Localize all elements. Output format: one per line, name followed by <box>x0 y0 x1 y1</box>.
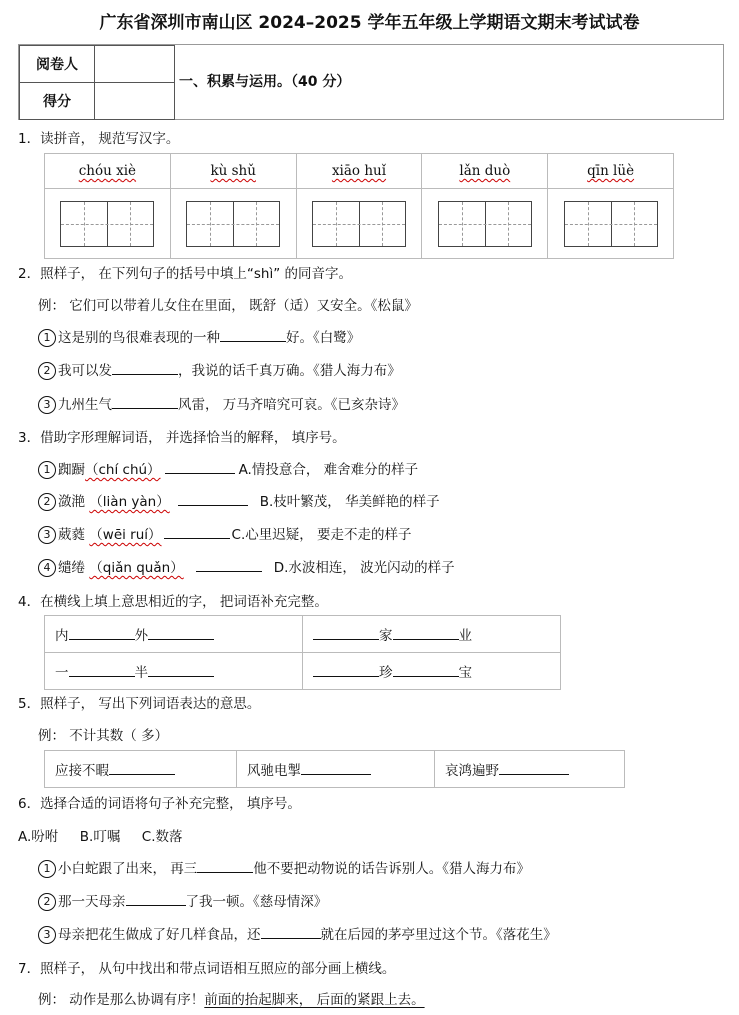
q3-item <box>38 458 418 479</box>
item-pinyin: （qiǎn quǎn） <box>89 560 184 576</box>
answer-blank[interactable] <box>197 858 253 873</box>
answer-blank[interactable] <box>109 760 175 775</box>
q4-char: 珍 <box>379 665 393 681</box>
q5-table <box>44 750 625 788</box>
answer-blank[interactable] <box>178 491 248 506</box>
pinyin-text: qīn lüè <box>587 163 635 179</box>
item-number: 1 <box>38 329 56 347</box>
answer-blank[interactable] <box>112 394 178 409</box>
tianzige-box[interactable] <box>312 201 406 247</box>
item-pinyin: （wēi ruí） <box>89 527 162 543</box>
item-text-pre: 我可以发 <box>58 363 112 379</box>
tianzige-box[interactable] <box>564 201 658 247</box>
answer-blank[interactable] <box>126 891 186 906</box>
item-option: B.枝叶繁茂， 华美鲜艳的样子 <box>259 494 440 510</box>
q7-heading: 7．照样子， 从句中找出和带点词语相互照应的部分画上横线。 <box>18 961 396 977</box>
q5-word: 风驰电掣 <box>247 763 301 779</box>
answer-blank[interactable] <box>69 625 135 640</box>
q4-char: 宝 <box>458 665 472 681</box>
pinyin-table <box>44 153 674 259</box>
item-number: 3 <box>38 396 56 414</box>
answer-blank[interactable] <box>261 924 321 939</box>
item-option: C.心里迟疑， 要走不走的样子 <box>231 527 412 543</box>
q2-example: 例： 它们可以带着儿女住在里面， 既舒（适）又安全。《松鼠》 <box>38 298 418 314</box>
writing-cell <box>170 189 296 259</box>
q6-item <box>38 890 327 911</box>
q3-item <box>38 523 412 544</box>
pinyin-cell <box>422 154 548 189</box>
pinyin-text: lǎn duò <box>459 163 511 179</box>
q6-item <box>38 857 530 878</box>
q2-item <box>38 393 405 414</box>
answer-blank[interactable] <box>196 557 262 572</box>
q6-options <box>18 825 183 845</box>
item-number: 2 <box>38 493 56 511</box>
item-number: 1 <box>38 860 56 878</box>
q4-char: 外 <box>134 628 148 644</box>
item-text-pre: 那一天母亲 <box>58 894 126 910</box>
item-text-pre: 这是别的鸟很难表现的一种 <box>58 330 220 346</box>
q4-cell <box>45 653 303 690</box>
q4-char: 半 <box>134 665 148 681</box>
answer-blank[interactable] <box>393 625 459 640</box>
q6-item <box>38 923 557 944</box>
q1-heading: 1．读拼音， 规范写汉字。 <box>18 131 180 147</box>
q4-table <box>44 615 561 690</box>
q4-char: 家 <box>379 628 393 644</box>
item-number: 3 <box>38 526 56 544</box>
section-heading: 一、积累与运用。（40 分） <box>179 74 351 90</box>
example-underlined: 前面的抬起脚来， 后面的紧跟上去。 <box>204 992 425 1008</box>
q5-example: 例： 不计其数（ 多） <box>38 728 169 744</box>
q3-item <box>38 490 440 511</box>
answer-blank[interactable] <box>301 760 371 775</box>
answer-blank[interactable] <box>499 760 569 775</box>
q5-cell <box>237 751 435 788</box>
item-text-pre: 小白蛇跟了出来， 再三 <box>58 861 198 877</box>
q4-cell <box>303 616 561 653</box>
q5-word: 应接不暇 <box>55 763 109 779</box>
item-text-post: 风雷， 万马齐喑究可哀。《已亥杂诗》 <box>178 397 406 413</box>
q5-word: 哀鸿遍野 <box>445 763 499 779</box>
answer-blank[interactable] <box>313 625 379 640</box>
writing-cell <box>45 189 171 259</box>
q4-cell <box>303 653 561 690</box>
score-table <box>19 45 175 120</box>
reviewer-field[interactable] <box>95 46 175 83</box>
item-pinyin: （liàn yàn） <box>89 494 170 510</box>
answer-blank[interactable] <box>220 327 286 342</box>
score-field[interactable] <box>95 83 175 120</box>
page-title: 广东省深圳市南山区 2024–2025 学年五年级上学期语文期末考试试卷 <box>99 13 640 33</box>
item-text-post: 他不要把动物说的话告诉别人。《猎人海力布》 <box>253 861 531 877</box>
q5-cell <box>45 751 237 788</box>
answer-blank[interactable] <box>148 662 214 677</box>
q4-char: 内 <box>55 628 69 644</box>
item-text-pre: 母亲把花生做成了好几样食品，还 <box>58 927 261 943</box>
writing-cell <box>296 189 422 259</box>
item-text-post: 了我一顿。《慈母情深》 <box>185 894 328 910</box>
q2-heading: 2．照样子， 在下列句子的括号中填上“shì” 的同音字。 <box>18 266 352 282</box>
pinyin-cell <box>548 154 674 189</box>
pinyin-text: kù shǔ <box>210 163 256 179</box>
option-a: A.吩咐 <box>18 829 59 845</box>
item-number: 1 <box>38 461 56 479</box>
item-option: D.水波相连， 波光闪动的样子 <box>273 560 455 576</box>
q7-example <box>38 988 425 1008</box>
item-text-pre: 九州生气 <box>58 397 112 413</box>
item-word: 潋滟 <box>58 494 85 510</box>
item-number: 3 <box>38 926 56 944</box>
answer-blank[interactable] <box>69 662 135 677</box>
option-c: C.数落 <box>141 829 183 845</box>
tianzige-box[interactable] <box>186 201 280 247</box>
answer-blank[interactable] <box>112 360 178 375</box>
q4-char: 一 <box>55 665 69 681</box>
pinyin-cell <box>170 154 296 189</box>
answer-blank[interactable] <box>393 662 459 677</box>
q4-cell <box>45 616 303 653</box>
example-text: 例： 动作是那么协调有序！ <box>38 992 205 1008</box>
item-number: 4 <box>38 559 56 577</box>
item-text-post: 好。《白鹭》 <box>286 330 361 346</box>
reviewer-label: 阅卷人 <box>20 46 95 83</box>
tianzige-box[interactable] <box>60 201 154 247</box>
q4-heading: 4．在横线上填上意思相近的字， 把词语补充完整。 <box>18 594 328 610</box>
item-word: 踟蹰 <box>58 462 85 478</box>
item-number: 2 <box>38 362 56 380</box>
answer-blank[interactable] <box>164 524 230 539</box>
item-word: 缱绻 <box>58 560 85 576</box>
item-number: 2 <box>38 893 56 911</box>
tianzige-box[interactable] <box>438 201 532 247</box>
q6-heading: 6．选择合适的词语将句子补充完整， 填序号。 <box>18 796 301 812</box>
answer-blank[interactable] <box>313 662 379 677</box>
q2-item <box>38 359 401 380</box>
score-label: 得分 <box>20 83 95 120</box>
option-b: B.叮嘱 <box>79 829 121 845</box>
answer-blank[interactable] <box>148 625 214 640</box>
pinyin-text: xiāo huǐ <box>331 163 387 179</box>
q5-heading: 5．照样子， 写出下列词语表达的意思。 <box>18 696 261 712</box>
q2-item <box>38 326 360 347</box>
answer-blank[interactable] <box>165 459 235 474</box>
score-box <box>18 44 724 120</box>
item-text-post: 就在后园的茅亭里过这个节。《落花生》 <box>320 927 557 943</box>
q4-char: 业 <box>458 628 472 644</box>
item-option: A.情投意合， 难舍难分的样子 <box>238 462 419 478</box>
pinyin-cell <box>45 154 171 189</box>
q3-heading: 3．借助字形理解词语， 并选择恰当的解释， 填序号。 <box>18 430 346 446</box>
writing-cell <box>548 189 674 259</box>
item-pinyin: （chí chú） <box>85 462 161 478</box>
item-text-post: ，我说的话千真万确。《猎人海力布》 <box>178 363 401 379</box>
item-word: 葳蕤 <box>58 527 85 543</box>
q5-cell <box>435 751 625 788</box>
pinyin-text: chóu xiè <box>78 163 137 179</box>
pinyin-cell <box>296 154 422 189</box>
writing-cell <box>422 189 548 259</box>
q3-item <box>38 556 455 577</box>
